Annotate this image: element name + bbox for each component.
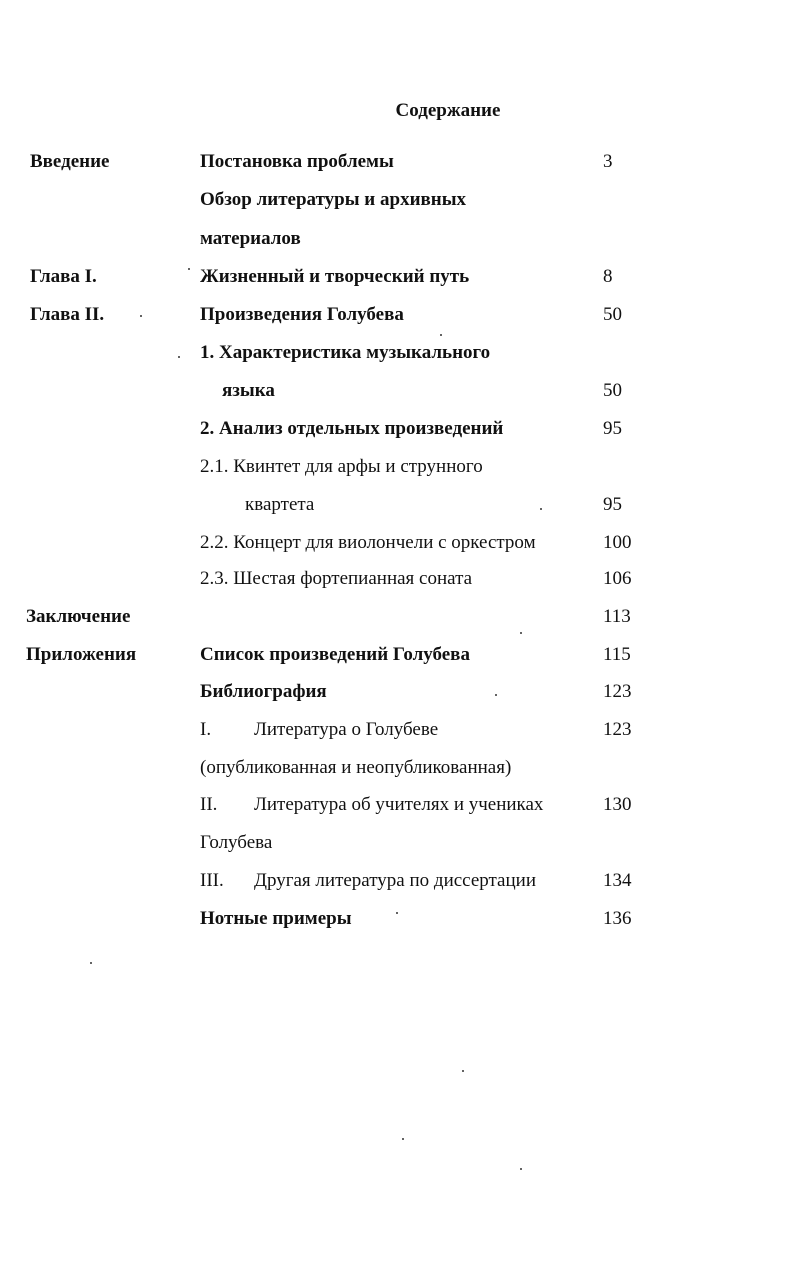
toc-entry-quintet-cont: квартета [245,494,315,515]
toc-entry-quintet: 2.1. Квинтет для арфы и струнного [200,456,483,477]
toc-entry-bibliography: Библиография [200,681,327,702]
page-title: Содержание [395,100,501,121]
toc-entry-analysis: 2. Анализ отдельных произведений [200,418,504,439]
page-number: 123 [603,719,632,740]
page-number: 123 [603,681,632,702]
toc-entry-problem: Постановка проблемы [200,151,394,172]
page-number: 115 [603,644,631,665]
toc-entry-works: Произведения Голубева [200,304,404,325]
toc-entry-review: Обзор литературы и архивных [200,189,467,210]
page-number: 100 [603,532,632,553]
section-chapter-2: Глава II. [30,304,105,325]
section-appendices: Приложения [26,644,137,665]
page-number: 106 [603,568,632,589]
scan-speck [188,268,190,270]
scan-speck [520,632,522,634]
toc-entry-language: 1. Характеристика музыкального [200,342,491,363]
scan-speck [440,334,442,336]
scan-speck [140,315,142,317]
toc-entry-lit-teachers-cont: Голубева [200,832,273,853]
page-number: 8 [603,266,613,287]
section-chapter-1: Глава I. [30,266,97,287]
toc-entry-review-cont: материалов [200,228,301,249]
scan-speck [540,508,542,510]
toc-entry-sonata: 2.3. Шестая фортепианная соната [200,568,473,589]
toc-entry-works-list: Список произведений Голубева [200,644,470,665]
page-number: 95 [603,418,622,439]
toc-entry-life: Жизненный и творческий путь [200,266,470,287]
toc-entry-numeral: I. [200,719,212,740]
toc-entry-lit-other: Другая литература по диссертации [254,870,536,891]
toc-entry-concerto: 2.2. Концерт для виолончели с оркестром [200,532,536,553]
page-number: 3 [603,151,613,172]
scan-speck [520,1168,522,1170]
page-number: 130 [603,794,632,815]
page-number: 95 [603,494,622,515]
toc-entry-language-cont: языка [222,380,275,401]
toc-entry-lit-about: Литература о Голубеве [254,719,439,740]
section-conclusion: Заключение [26,606,131,627]
scan-speck [90,962,92,964]
toc-entry-music-examples: Нотные примеры [200,908,352,929]
scan-speck [396,912,398,914]
scan-speck [495,694,497,696]
page-number: 134 [603,870,632,891]
toc-entry-lit-teachers: Литература об учителях и учениках [254,794,544,815]
scan-speck [402,1138,404,1140]
toc-entry-numeral: III. [200,870,224,891]
scan-speck [178,356,180,358]
page-number: 113 [603,606,631,627]
toc-entry-lit-about-cont: (опубликованная и неопубликованная) [200,757,512,778]
page-number: 136 [603,908,632,929]
page-number: 50 [603,380,622,401]
toc-entry-numeral: II. [200,794,218,815]
page-number: 50 [603,304,622,325]
section-introduction: Введение [30,151,110,172]
scan-speck [462,1070,464,1072]
